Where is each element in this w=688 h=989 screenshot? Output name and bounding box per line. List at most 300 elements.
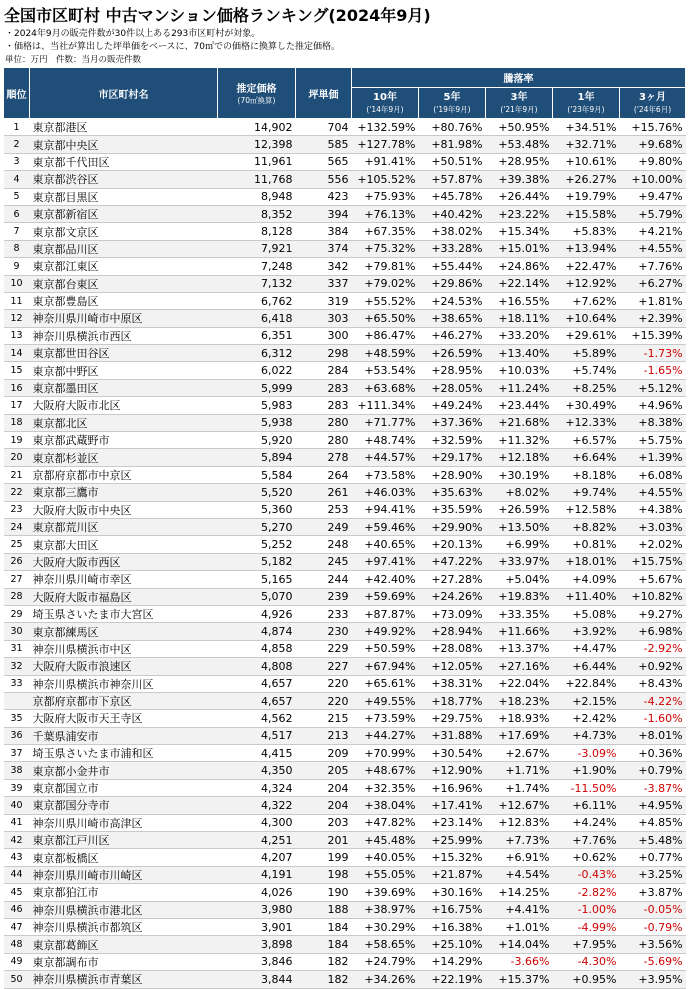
tsubo-cell: 184 [296,936,352,953]
rank-cell: 22 [4,484,30,501]
change-cell: +25.10% [419,936,486,953]
change-cell: -3.66% [486,953,553,970]
change-cell: -4.30% [553,953,620,970]
rank-cell: 6 [4,205,30,222]
change-cell: +16.96% [419,779,486,796]
change-cell: +15.01% [486,240,553,257]
change-cell: +7.76% [553,832,620,849]
rank-cell: 36 [4,727,30,744]
tsubo-cell: 213 [296,727,352,744]
change-cell: +38.02% [419,223,486,240]
change-cell: -2.92% [620,640,686,657]
rank-cell: 7 [4,223,30,240]
change-cell: +24.79% [352,953,419,970]
tsubo-cell: 220 [296,675,352,692]
change-cell: +4.09% [553,571,620,588]
tsubo-cell: 188 [296,901,352,918]
change-cell: +1.01% [486,918,553,935]
tsubo-cell: 182 [296,971,352,988]
tsubo-cell: 220 [296,692,352,709]
tsubo-cell: 278 [296,449,352,466]
table-row [4,762,686,779]
name-cell: 東京都中野区 [30,362,218,379]
tsubo-cell: 248 [296,536,352,553]
price-cell: 4,322 [218,797,296,814]
change-cell: -3.87% [620,779,686,796]
price-cell: 11,961 [218,153,296,170]
tsubo-cell: 556 [296,171,352,188]
tsubo-cell: 384 [296,223,352,240]
table-row [4,205,686,222]
change-cell: +46.27% [419,327,486,344]
change-cell: +9.27% [620,605,686,622]
tsubo-cell: 190 [296,884,352,901]
name-cell: 東京都国立市 [30,779,218,796]
header-name: 市区町村名 [30,68,218,119]
table-row [4,971,686,988]
change-cell: +4.96% [620,397,686,414]
change-cell: +12.67% [486,797,553,814]
price-cell: 5,270 [218,518,296,535]
change-cell: +111.34% [352,397,419,414]
price-cell: 4,350 [218,762,296,779]
change-cell: +45.78% [419,188,486,205]
table-row [4,814,686,831]
tsubo-cell: 283 [296,397,352,414]
table-row [4,258,686,275]
name-cell: 東京都葛飾区 [30,936,218,953]
change-cell: +4.41% [486,901,553,918]
change-cell: +12.83% [486,814,553,831]
change-cell: -1.65% [620,362,686,379]
change-cell: +2.67% [486,745,553,762]
change-cell: +40.05% [352,849,419,866]
tsubo-cell: 283 [296,379,352,396]
change-cell: +1.39% [620,449,686,466]
change-cell: +23.14% [419,814,486,831]
rank-cell: 15 [4,362,30,379]
change-cell: +7.76% [620,258,686,275]
change-cell: +3.03% [620,518,686,535]
rank-cell: 5 [4,188,30,205]
change-cell: +39.38% [486,171,553,188]
rank-cell: 41 [4,814,30,831]
change-cell: +65.61% [352,675,419,692]
change-cell: +6.44% [553,658,620,675]
price-cell: 3,901 [218,918,296,935]
change-cell: +18.01% [553,553,620,570]
rank-cell: 8 [4,240,30,257]
name-cell: 東京都杉並区 [30,449,218,466]
change-cell: +4.73% [553,727,620,744]
table-row [4,292,686,309]
rank-cell [4,692,30,709]
change-cell: +2.15% [553,692,620,709]
change-cell: +42.40% [352,571,419,588]
note-line: ・価格は、当社が算出した坪単価をベースに、70㎡での価格に換算した推定価格。 [5,42,341,52]
change-cell: +79.02% [352,275,419,292]
price-cell: 4,657 [218,692,296,709]
name-cell: 東京都文京区 [30,223,218,240]
change-cell: +2.42% [553,710,620,727]
rank-cell: 10 [4,275,30,292]
rank-cell: 48 [4,936,30,953]
change-cell: +12.90% [419,762,486,779]
table-row [4,623,686,640]
tsubo-cell: 319 [296,292,352,309]
change-cell: -11.50% [553,779,620,796]
table-row [4,849,686,866]
name-cell: 東京都大田区 [30,536,218,553]
price-cell: 11,768 [218,171,296,188]
change-cell: +30.29% [352,918,419,935]
change-cell: +15.37% [486,971,553,988]
change-cell: +5.74% [553,362,620,379]
change-cell: +17.41% [419,797,486,814]
change-cell: +13.50% [486,518,553,535]
change-cell: +37.36% [419,414,486,431]
change-cell: -0.79% [620,918,686,935]
change-cell: +3.92% [553,623,620,640]
price-cell: 5,182 [218,553,296,570]
tsubo-cell: 249 [296,518,352,535]
change-cell: -5.69% [620,953,686,970]
rank-cell: 24 [4,518,30,535]
change-cell: +55.44% [419,258,486,275]
name-cell: 東京都台東区 [30,275,218,292]
change-cell: +15.34% [486,223,553,240]
table-row [4,310,686,327]
table-row [4,119,686,136]
change-cell: +46.03% [352,484,419,501]
header-period [620,88,686,119]
tsubo-cell: 244 [296,571,352,588]
change-cell: +18.77% [419,692,486,709]
header-price-label: 推定価格 [236,84,277,95]
name-cell: 東京都江東区 [30,258,218,275]
name-cell: 東京都国分寺市 [30,797,218,814]
change-cell: +22.14% [486,275,553,292]
change-cell: +5.08% [553,605,620,622]
change-cell: +73.58% [352,466,419,483]
change-cell: +4.47% [553,640,620,657]
change-cell: +12.18% [486,449,553,466]
rank-cell: 27 [4,571,30,588]
change-cell: +13.37% [486,640,553,657]
rank-cell: 23 [4,501,30,518]
table-row [4,484,686,501]
change-cell: +7.73% [486,832,553,849]
name-cell: 神奈川県横浜市港北区 [30,901,218,918]
price-cell: 6,762 [218,292,296,309]
change-cell: +57.87% [419,171,486,188]
table-row [4,710,686,727]
change-cell: +35.63% [419,484,486,501]
price-cell: 5,920 [218,432,296,449]
change-cell: +4.85% [620,814,686,831]
change-cell: +3.95% [620,971,686,988]
change-cell: +5.48% [620,832,686,849]
price-cell: 5,520 [218,484,296,501]
name-cell: 東京都三鷹市 [30,484,218,501]
tsubo-cell: 704 [296,119,352,136]
change-cell: +13.40% [486,345,553,362]
change-cell: +81.98% [419,136,486,153]
name-cell: 神奈川県横浜市中区 [30,640,218,657]
table-row [4,362,686,379]
rank-cell: 44 [4,866,30,883]
rank-cell: 31 [4,640,30,657]
change-cell: +8.01% [620,727,686,744]
change-cell: +105.52% [352,171,419,188]
change-cell: +53.48% [486,136,553,153]
tsubo-cell: 298 [296,345,352,362]
name-cell: 東京都荒川区 [30,518,218,535]
change-cell: +10.82% [620,588,686,605]
change-cell: +40.65% [352,536,419,553]
ranking-table [3,67,686,989]
name-cell: 神奈川県川崎市川崎区 [30,866,218,883]
tsubo-cell: 205 [296,762,352,779]
price-cell: 6,022 [218,362,296,379]
name-cell: 大阪府大阪市浪速区 [30,658,218,675]
change-cell: +0.92% [620,658,686,675]
price-cell: 5,584 [218,466,296,483]
change-cell: +4.21% [620,223,686,240]
change-cell: +24.86% [486,258,553,275]
change-cell: +15.39% [620,327,686,344]
change-cell: -1.73% [620,345,686,362]
header-period-label: 10年 [373,92,397,103]
name-cell: 東京都新宿区 [30,205,218,222]
rank-cell: 14 [4,345,30,362]
name-cell: 神奈川県川崎市幸区 [30,571,218,588]
price-cell: 8,948 [218,188,296,205]
price-cell: 5,894 [218,449,296,466]
change-cell: +11.40% [553,588,620,605]
change-cell: +71.77% [352,414,419,431]
change-cell: +6.64% [553,449,620,466]
rank-cell: 17 [4,397,30,414]
rank-cell: 26 [4,553,30,570]
price-cell: 5,360 [218,501,296,518]
header-period [352,88,419,119]
change-cell: +23.44% [486,397,553,414]
header-change: 騰落率 [352,68,686,88]
change-cell: +26.59% [486,501,553,518]
name-cell: 東京都北区 [30,414,218,431]
change-cell: +6.11% [553,797,620,814]
change-cell: +91.41% [352,153,419,170]
name-cell: 千葉県浦安市 [30,727,218,744]
change-cell: +23.22% [486,205,553,222]
name-cell: 東京都目黒区 [30,188,218,205]
price-cell: 3,898 [218,936,296,953]
name-cell: 神奈川県横浜市青葉区 [30,971,218,988]
change-cell: +28.94% [419,623,486,640]
tsubo-cell: 229 [296,640,352,657]
change-cell: +35.59% [419,501,486,518]
unit-note: 単位：万円 件数：当月の販売件数 [5,55,142,65]
change-cell: +15.76% [620,119,686,136]
name-cell: 東京都世田谷区 [30,345,218,362]
change-cell: +24.53% [419,292,486,309]
change-cell: +24.26% [419,588,486,605]
price-cell: 4,324 [218,779,296,796]
name-cell: 神奈川県川崎市中原区 [30,310,218,327]
change-cell: -1.00% [553,901,620,918]
rank-cell: 47 [4,918,30,935]
rank-cell: 39 [4,779,30,796]
table-row [4,153,686,170]
tsubo-cell: 201 [296,832,352,849]
price-cell: 4,191 [218,866,296,883]
change-cell: +30.19% [486,466,553,483]
change-cell: +33.20% [486,327,553,344]
rank-cell: 20 [4,449,30,466]
rank-cell: 29 [4,605,30,622]
header-period-sub: ('19年9月) [433,105,471,114]
change-cell: +6.08% [620,466,686,483]
change-cell: +0.62% [553,849,620,866]
change-cell: +1.71% [486,762,553,779]
tsubo-cell: 239 [296,588,352,605]
change-cell: +55.05% [352,866,419,883]
tsubo-cell: 233 [296,605,352,622]
change-cell: +14.25% [486,884,553,901]
change-cell: +28.08% [419,640,486,657]
change-cell: +5.83% [553,223,620,240]
table-row [4,518,686,535]
change-cell: +29.86% [419,275,486,292]
table-row [4,501,686,518]
change-cell: +1.90% [553,762,620,779]
change-cell: +0.81% [553,536,620,553]
change-cell: +7.62% [553,292,620,309]
change-cell: +5.75% [620,432,686,449]
header-price-sub: (70㎡換算) [237,96,276,105]
change-cell: +1.81% [620,292,686,309]
price-cell: 12,398 [218,136,296,153]
table-row [4,136,686,153]
price-cell: 4,657 [218,675,296,692]
table-row [4,432,686,449]
change-cell: +11.32% [486,432,553,449]
change-cell: +44.27% [352,727,419,744]
change-cell: +75.93% [352,188,419,205]
change-cell: +8.43% [620,675,686,692]
change-cell: +22.84% [553,675,620,692]
change-cell: +15.75% [620,553,686,570]
rank-cell: 38 [4,762,30,779]
change-cell: +10.64% [553,310,620,327]
change-cell: +29.61% [553,327,620,344]
change-cell: +3.87% [620,884,686,901]
change-cell: +6.57% [553,432,620,449]
change-cell: +76.13% [352,205,419,222]
change-cell: +8.82% [553,518,620,535]
change-cell: +50.95% [486,119,553,136]
tsubo-cell: 204 [296,797,352,814]
tsubo-cell: 337 [296,275,352,292]
change-cell: +45.48% [352,832,419,849]
rank-cell: 18 [4,414,30,431]
header-period-sub: ('14年9月) [366,105,404,114]
change-cell: +30.49% [553,397,620,414]
header-rank: 順位 [4,68,30,119]
change-cell: +6.91% [486,849,553,866]
price-cell: 3,844 [218,971,296,988]
change-cell: -1.60% [620,710,686,727]
tsubo-cell: 245 [296,553,352,570]
change-cell: +55.52% [352,292,419,309]
change-cell: +32.59% [419,432,486,449]
table-row [4,797,686,814]
table-row [4,553,686,570]
name-cell: 東京都港区 [30,119,218,136]
change-cell: +94.41% [352,501,419,518]
rank-cell: 2 [4,136,30,153]
change-cell: +22.19% [419,971,486,988]
name-cell: 大阪府大阪市福島区 [30,588,218,605]
change-cell: +33.35% [486,605,553,622]
change-cell: +22.04% [486,675,553,692]
table-row [4,953,686,970]
price-cell: 5,070 [218,588,296,605]
price-cell: 4,562 [218,710,296,727]
tsubo-cell: 184 [296,918,352,935]
rank-cell: 42 [4,832,30,849]
tsubo-cell: 374 [296,240,352,257]
name-cell: 東京都品川区 [30,240,218,257]
name-cell: 東京都豊島区 [30,292,218,309]
change-cell: +14.04% [486,936,553,953]
change-cell: +67.94% [352,658,419,675]
change-cell: +29.17% [419,449,486,466]
change-cell: +34.51% [553,119,620,136]
table-row [4,240,686,257]
rank-cell: 16 [4,379,30,396]
change-cell: +5.12% [620,379,686,396]
name-cell: 東京都狛江市 [30,884,218,901]
tsubo-cell: 261 [296,484,352,501]
change-cell: +17.69% [486,727,553,744]
change-cell: +50.51% [419,153,486,170]
header-price [218,68,296,119]
change-cell: +38.97% [352,901,419,918]
change-cell: +73.09% [419,605,486,622]
change-cell: +4.55% [620,484,686,501]
price-cell: 7,248 [218,258,296,275]
change-cell: +7.95% [553,936,620,953]
change-cell: +38.04% [352,797,419,814]
change-cell: +5.04% [486,571,553,588]
rank-cell: 43 [4,849,30,866]
change-cell: +86.47% [352,327,419,344]
tsubo-cell: 230 [296,623,352,640]
header-period [419,88,486,119]
change-cell: +0.95% [553,971,620,988]
tsubo-cell: 423 [296,188,352,205]
name-cell: 東京都調布市 [30,953,218,970]
change-cell: +0.77% [620,849,686,866]
change-cell: +16.75% [419,901,486,918]
change-cell: +26.59% [419,345,486,362]
change-cell: +18.11% [486,310,553,327]
change-cell: +33.28% [419,240,486,257]
header-period [553,88,620,119]
table-row [4,640,686,657]
